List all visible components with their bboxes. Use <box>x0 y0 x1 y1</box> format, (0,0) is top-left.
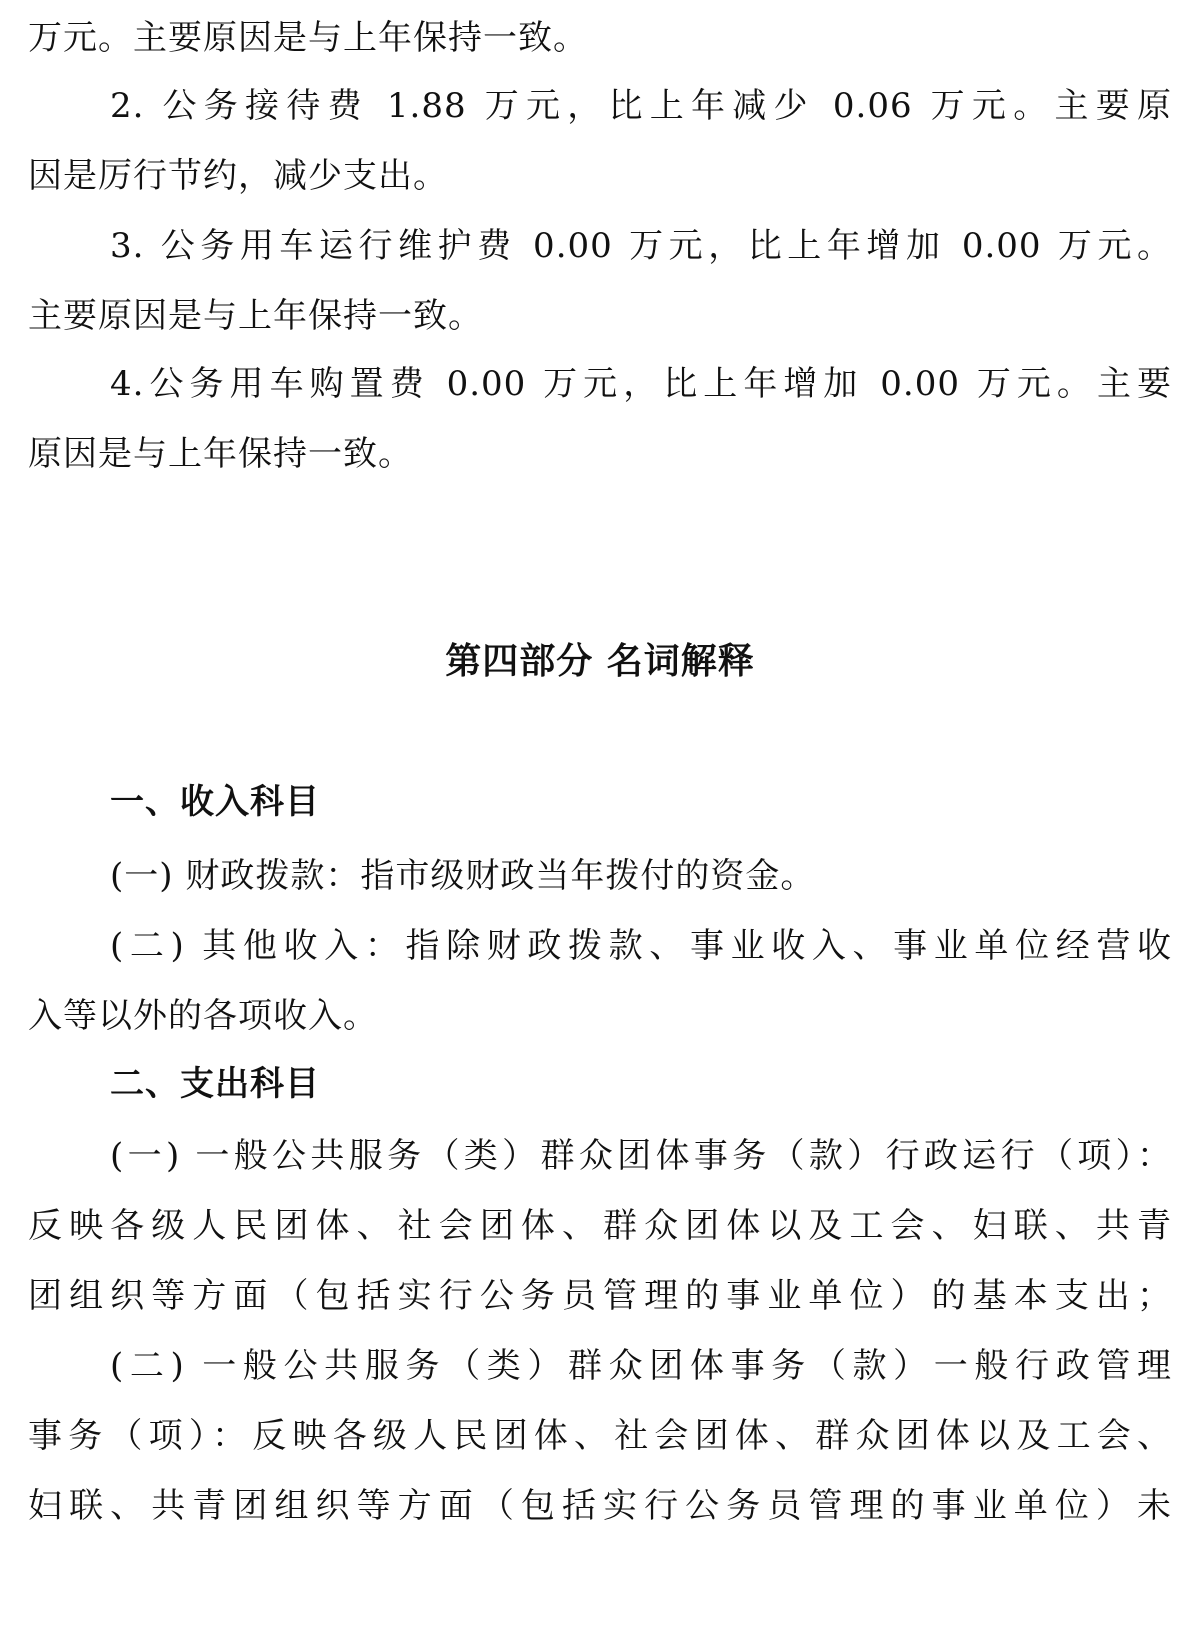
expense-item-line: 反映各级人民团体、社会团体、群众团体以及工会、妇联、共青 <box>28 1206 1172 1246</box>
expense-item-line: (二) 一般公共服务（类）群众团体事务（款）一般行政管理 <box>110 1346 1172 1386</box>
paragraph-line: 主要原因是与上年保持一致。 <box>28 296 483 336</box>
income-heading: 一、收入科目 <box>110 782 320 822</box>
paragraph-line: 3. 公务用车运行维护费 0.00 万元，比上年增加 0.00 万元。 <box>110 226 1172 266</box>
section-title: 第四部分 名词解释 <box>445 641 755 682</box>
paragraph-line: 原因是与上年保持一致。 <box>28 434 413 474</box>
paragraph-line: 因是厉行节约，减少支出。 <box>28 156 448 196</box>
expense-item-line: 事务（项）：反映各级人民团体、社会团体、群众团体以及工会、 <box>28 1416 1172 1456</box>
expense-item-line: (一) 一般公共服务（类）群众团体事务（款）行政运行（项）： <box>110 1136 1172 1176</box>
expense-heading: 二、支出科目 <box>110 1064 320 1104</box>
expense-item-line: 团组织等方面（包括实行公务员管理的事业单位）的基本支出； <box>28 1276 1172 1316</box>
expense-item-line: 妇联、共青团组织等方面（包括实行公务员管理的事业单位）未 <box>28 1486 1172 1526</box>
paragraph-line: 2. 公务接待费 1.88 万元，比上年减少 0.06 万元。主要原 <box>110 86 1172 126</box>
income-item-line: (一) 财政拨款：指市级财政当年拨付的资金。 <box>110 856 816 896</box>
paragraph-line: 万元。主要原因是与上年保持一致。 <box>28 18 588 58</box>
income-item-line: (二) 其他收入：指除财政拨款、事业收入、事业单位经营收 <box>110 926 1172 966</box>
income-item-line: 入等以外的各项收入。 <box>28 996 378 1036</box>
paragraph-line: 4.公务用车购置费 0.00 万元，比上年增加 0.00 万元。主要 <box>110 364 1172 404</box>
